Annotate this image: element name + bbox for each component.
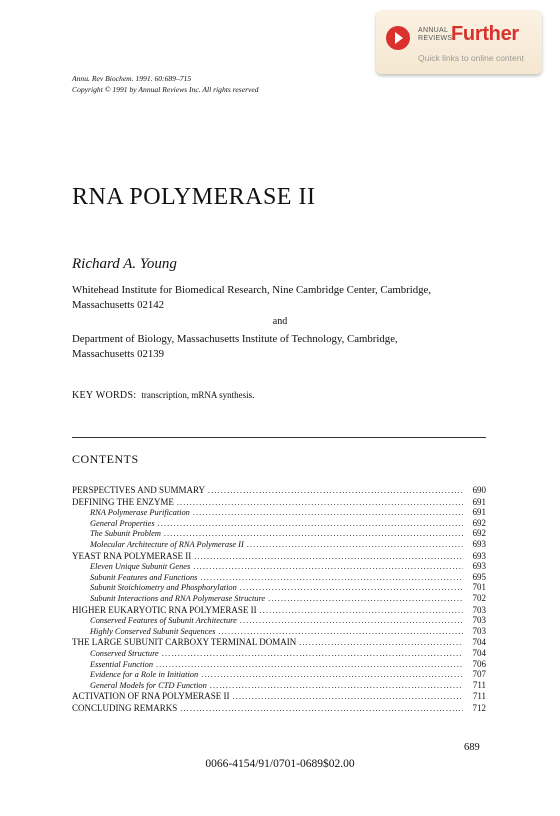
and-separator: and — [272, 316, 288, 327]
toc-entry-page: 701 — [472, 582, 486, 593]
toc-entry-label: PERSPECTIVES AND SUMMARY — [72, 485, 206, 495]
affiliation-2-line1: Department of Biology, Massachusetts Institute of Technology, Cambridge, — [72, 333, 398, 345]
toc-leader-dots — [240, 616, 463, 627]
toc-leader-dots — [247, 540, 463, 551]
toc-leader-dots — [194, 552, 463, 563]
toc-entry-page: 706 — [472, 658, 486, 669]
toc-leader-dots — [200, 573, 463, 584]
toc-leader-dots — [193, 508, 463, 519]
toc-entry[interactable] — [72, 626, 486, 637]
section-divider — [72, 437, 486, 438]
toc-entry-page: 711 — [472, 679, 486, 690]
toc-entry-label: Subunit Features and Functions — [90, 572, 198, 582]
toc-entry-label: Subunit Stoichiometry and Phosphorylation — [90, 583, 237, 593]
keywords-label: KEY WORDS: — [72, 390, 137, 401]
toc-leader-dots — [208, 486, 463, 497]
further-label: Further — [451, 23, 519, 45]
toc-entry[interactable] — [72, 528, 486, 539]
toc-entry[interactable] — [72, 582, 486, 593]
toc-entry-page: 695 — [472, 571, 486, 582]
toc-entry[interactable] — [72, 518, 486, 529]
toc-leader-dots — [232, 692, 463, 703]
toc-entry-page: 703 — [472, 615, 486, 626]
toc-leader-dots — [210, 681, 463, 692]
toc-entry-page: 702 — [472, 592, 486, 603]
toc-entry-label: RNA Polymerase Purification — [90, 508, 190, 518]
toc-entry-page: 712 — [472, 702, 486, 713]
toc-entry-label: Highly Conserved Subunit Sequences — [90, 626, 216, 636]
toc-entry-page: 704 — [472, 647, 486, 658]
toc-entry-page: 691 — [472, 507, 486, 518]
toc-entry[interactable] — [72, 691, 486, 702]
toc-leader-dots — [162, 649, 463, 660]
further-links-badge[interactable] — [376, 10, 542, 74]
toc-entry[interactable] — [72, 703, 486, 714]
author-name: Richard A. Young — [72, 256, 177, 272]
toc-entry-page: 703 — [472, 625, 486, 636]
toc-entry[interactable] — [72, 561, 486, 572]
toc-entry-label: Conserved Features of Subunit Architecture — [90, 616, 237, 626]
toc-entry-label: DEFINING THE ENZYME — [72, 496, 174, 507]
annual-reviews-logo — [418, 27, 452, 43]
toc-entry[interactable] — [72, 669, 486, 680]
toc-entry-label: General Properties — [90, 518, 155, 528]
affiliation-1 — [72, 283, 431, 313]
toc-entry-page: 711 — [472, 691, 486, 702]
toc-entry-label: Eleven Unique Subunit Genes — [90, 562, 191, 572]
affiliation-1-line1: Whitehead Institute for Biomedical Research, Nine Cambridge Center, Cambridge, — [72, 284, 432, 296]
toc-leader-dots — [180, 704, 463, 715]
toc-entry-label: Molecular Architecture of RNA Polymerase II — [90, 539, 244, 549]
article-title: RNA POLYMERASE II — [72, 184, 316, 210]
toc-entry-label: Subunit Interactions and RNA Polymerase Structure — [90, 593, 266, 603]
toc-entry-label: THE LARGE SUBUNIT CARBOXY TERMINAL DOMAIN — [72, 637, 297, 648]
toc-leader-dots — [201, 670, 463, 681]
citation-journal: Annu. Rev Biochem. 1991. 60:689–715 — [72, 74, 192, 83]
toc-entry-page: 692 — [472, 517, 486, 528]
toc-entry-label: The Subunit Problem — [90, 529, 161, 539]
toc-entry[interactable] — [72, 605, 486, 616]
toc-leader-dots — [193, 562, 463, 573]
toc-entry-label: ACTIVATION OF RNA POLYMERASE II — [72, 691, 230, 702]
toc-entry[interactable] — [72, 572, 486, 583]
toc-entry[interactable] — [72, 539, 486, 550]
toc-entry-page: 691 — [472, 496, 486, 507]
toc-entry-label: HIGHER EUKARYOTIC RNA POLYMERASE II — [72, 604, 257, 615]
toc-entry-page: 704 — [472, 637, 486, 648]
toc-leader-dots — [240, 583, 463, 594]
keywords — [72, 390, 254, 401]
toc-leader-dots — [299, 638, 463, 649]
toc-leader-dots — [164, 529, 463, 540]
affiliation-1-line2: Massachusetts 02142 — [72, 299, 165, 311]
toc-entry[interactable] — [72, 551, 486, 562]
toc-entry-page: 690 — [472, 485, 486, 495]
toc-entry[interactable] — [72, 637, 486, 648]
citation-copyright: Copyright © 1991 by Annual Reviews Inc. All rights reserved — [72, 85, 259, 94]
toc-leader-dots — [218, 627, 463, 638]
toc-entry-page: 703 — [472, 604, 486, 615]
toc-leader-dots — [177, 498, 463, 509]
toc-entry-page: 693 — [472, 538, 486, 549]
page-number: 689 — [464, 742, 480, 753]
price-code: 0066-4154/91/0701-0689$02.00 — [205, 758, 355, 770]
toc-entry[interactable] — [72, 680, 486, 691]
toc-entry-page: 693 — [472, 550, 486, 561]
toc-entry[interactable] — [72, 497, 486, 508]
toc-entry-label: General Models for CTD Function — [90, 680, 207, 690]
toc-entry[interactable] — [72, 615, 486, 626]
annual-reviews-logo-line1: ANNUAL — [418, 27, 449, 34]
contents-heading: CONTENTS — [72, 452, 139, 466]
toc-entry[interactable] — [72, 485, 486, 496]
annual-reviews-logo-line2: REVIEWS — [418, 35, 453, 42]
keywords-value: transcription, mRNA synthesis. — [141, 390, 255, 400]
toc-leader-dots — [158, 519, 463, 530]
toc-entry[interactable] — [72, 659, 486, 670]
toc-leader-dots — [156, 660, 463, 671]
toc-entry[interactable] — [72, 507, 486, 518]
toc-leader-dots — [268, 594, 463, 605]
toc-entry-label: Essential Function — [90, 659, 154, 669]
quick-links-label[interactable]: Quick links to online content — [418, 53, 524, 63]
affiliation-2 — [72, 332, 398, 362]
affiliation-2-line2: Massachusetts 02139 — [72, 348, 165, 360]
toc-entry-label: Conserved Structure — [90, 648, 159, 658]
citation — [72, 73, 259, 95]
toc-entry[interactable] — [72, 648, 486, 659]
toc-entry-label: Evidence for a Role in Initiation — [90, 670, 199, 680]
toc-entry-label: CONCLUDING REMARKS — [72, 702, 178, 713]
toc-entry-page: 707 — [472, 669, 486, 680]
play-icon — [386, 26, 410, 50]
toc-entry-label: YEAST RNA POLYMERASE II — [72, 550, 192, 561]
toc-leader-dots — [260, 606, 463, 617]
table-of-contents — [72, 485, 486, 713]
toc-entry[interactable] — [72, 593, 486, 604]
toc-entry-page: 693 — [472, 561, 486, 572]
toc-entry-page: 692 — [472, 528, 486, 539]
